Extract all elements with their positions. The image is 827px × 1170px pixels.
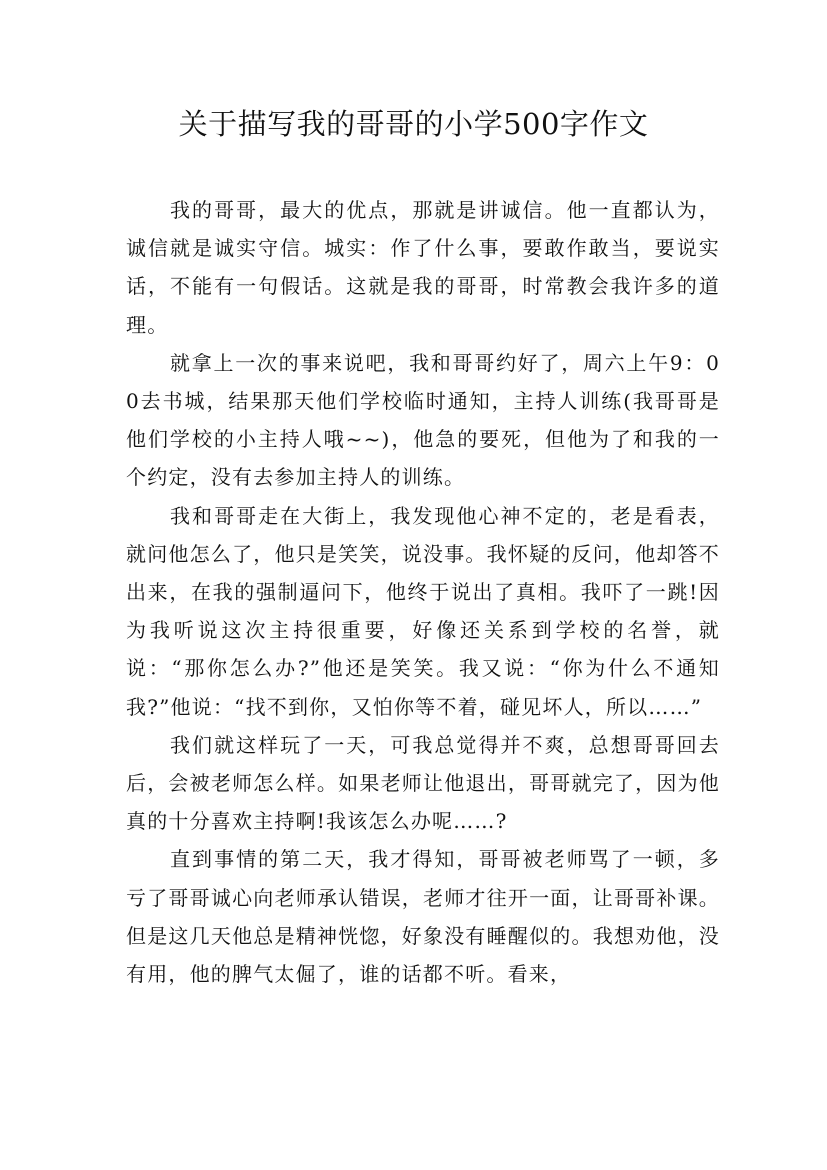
paragraph: 我的哥哥，最大的优点，那就是讲诚信。他一直都认为，诚信就是诚实守信。城实：作了什么事，要敢作敢当，要说实话，不能有一句假话。这就是我的哥哥，时常教会我许多的道理。 [126,198,720,337]
paragraph: 直到事情的第二天，我才得知，哥哥被老师骂了一顿，多亏了哥哥诚心向老师承认错误，老师才往开一面，让哥哥补课。但是这几天他总是精神恍惚，好象没有睡醒似的。我想劝他，没有用，他的脾气太倔了，谁的话都不听。看来， [126,847,720,987]
document-title: 关于描写我的哥哥的小学500字作文 [178,107,649,141]
paragraph: 我们就这样玩了一天，可我总觉得并不爽，总想哥哥回去后，会被老师怎么样。如果老师让他退出，哥哥就完了，因为他真的十分喜欢主持啊!我该怎么办呢……? [126,732,720,834]
document-body [126,191,720,993]
paragraph: 就拿上一次的事来说吧，我和哥哥约好了，周六上午9：00去书城，结果那天他们学校临时通知，主持人训练(我哥哥是他们学校的小主持人哦~~)，他急的要死，但他为了和我的一个约定，没有去参加主持人的训练。 [126,350,720,490]
paragraph: 我和哥哥走在大街上，我发现他心神不定的，老是看表，就问他怎么了，他只是笑笑，说没事。我怀疑的反问，他却答不出来，在我的强制逼问下，他终于说出了真相。我吓了一跳!因为我听说这次主持很重要，好像还关系到学校的名誉，就说：“那你怎么办?”他还是笑笑。我又说：“你为什么不通知我?”他说：“找不到你，又怕你等不着，碰见坏人，所以……” [126,503,720,719]
